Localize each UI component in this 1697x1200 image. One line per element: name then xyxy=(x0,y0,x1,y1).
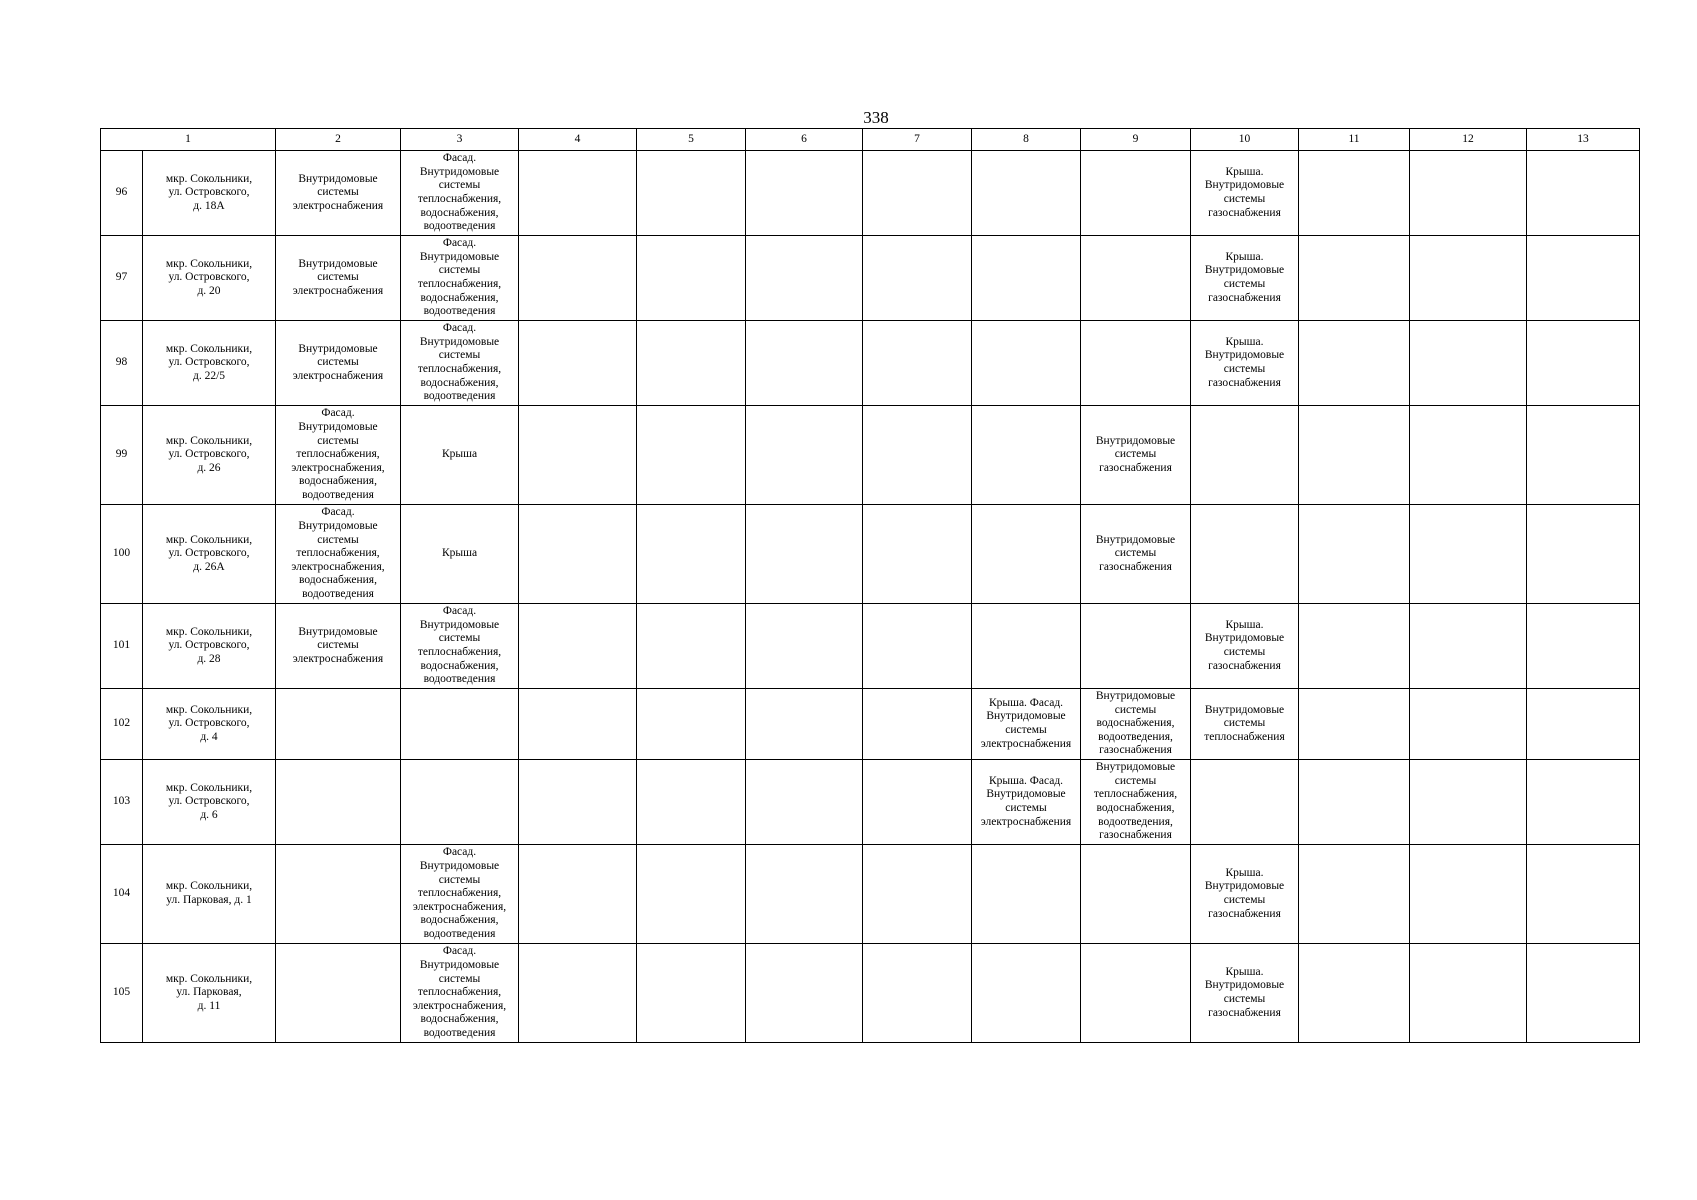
row-number: 104 xyxy=(101,845,143,944)
row-number: 103 xyxy=(101,760,143,845)
cell-col-10 xyxy=(1191,505,1299,604)
table-row xyxy=(101,944,1640,1043)
table-row xyxy=(101,604,1640,689)
cell-col-9 xyxy=(1081,944,1191,1043)
cell-col-6 xyxy=(746,944,863,1043)
header-cell-9: 9 xyxy=(1081,129,1191,151)
row-number: 100 xyxy=(101,505,143,604)
cell-col-4 xyxy=(519,151,637,236)
cell-col-9 xyxy=(1081,236,1191,321)
cell-col-2 xyxy=(276,944,401,1043)
header-cell-6: 6 xyxy=(746,129,863,151)
cell-col-6 xyxy=(746,236,863,321)
cell-col-12 xyxy=(1410,406,1527,505)
row-number: 102 xyxy=(101,689,143,760)
cell-col-10: Крыша. Внутридомовые системы газоснабжения xyxy=(1191,845,1299,944)
cell-col-12 xyxy=(1410,689,1527,760)
cell-col-13 xyxy=(1527,505,1640,604)
cell-col-3 xyxy=(401,760,519,845)
cell-col-6 xyxy=(746,760,863,845)
cell-col-7 xyxy=(863,321,972,406)
cell-col-5 xyxy=(637,406,746,505)
header-cell-11: 11 xyxy=(1299,129,1410,151)
cell-col-4 xyxy=(519,760,637,845)
address-cell: мкр. Сокольники, ул. Островского, д. 28 xyxy=(143,604,276,689)
header-cell-7: 7 xyxy=(863,129,972,151)
row-number: 97 xyxy=(101,236,143,321)
address-cell: мкр. Сокольники, ул. Островского, д. 4 xyxy=(143,689,276,760)
cell-col-9: Внутридомовые системы водоснабжения, водоотведения, газоснабжения xyxy=(1081,689,1191,760)
cell-col-4 xyxy=(519,604,637,689)
cell-col-11 xyxy=(1299,406,1410,505)
address-cell: мкр. Сокольники, ул. Островского, д. 26А xyxy=(143,505,276,604)
row-number: 105 xyxy=(101,944,143,1043)
cell-col-8: Крыша. Фасад. Внутридомовые системы электроснабжения xyxy=(972,689,1081,760)
cell-col-5 xyxy=(637,604,746,689)
row-number: 101 xyxy=(101,604,143,689)
cell-col-4 xyxy=(519,236,637,321)
cell-col-11 xyxy=(1299,505,1410,604)
cell-col-12 xyxy=(1410,151,1527,236)
cell-col-4 xyxy=(519,845,637,944)
cell-col-13 xyxy=(1527,944,1640,1043)
row-number: 99 xyxy=(101,406,143,505)
cell-col-2: Внутридомовые системы электроснабжения xyxy=(276,604,401,689)
cell-col-13 xyxy=(1527,406,1640,505)
cell-col-7 xyxy=(863,604,972,689)
cell-col-5 xyxy=(637,236,746,321)
address-cell: мкр. Сокольники, ул. Парковая, д. 11 xyxy=(143,944,276,1043)
cell-col-9 xyxy=(1081,151,1191,236)
cell-col-3: Фасад. Внутридомовые системы теплоснабжения, электроснабжения, водоснабжения, водоотведения xyxy=(401,944,519,1043)
cell-col-6 xyxy=(746,845,863,944)
cell-col-3: Крыша xyxy=(401,406,519,505)
header-cell-1: 1 xyxy=(101,129,276,151)
cell-col-2: Внутридомовые системы электроснабжения xyxy=(276,151,401,236)
cell-col-7 xyxy=(863,689,972,760)
table-row xyxy=(101,151,1640,236)
cell-col-2: Фасад. Внутридомовые системы теплоснабжения, электроснабжения, водоснабжения, водоотведения xyxy=(276,406,401,505)
page-number: 338 xyxy=(863,108,889,127)
row-number: 96 xyxy=(101,151,143,236)
cell-col-2: Фасад. Внутридомовые системы теплоснабжения, электроснабжения, водоснабжения, водоотведения xyxy=(276,505,401,604)
cell-col-9: Внутридомовые системы теплоснабжения, водоснабжения, водоотведения, газоснабжения xyxy=(1081,760,1191,845)
cell-col-7 xyxy=(863,505,972,604)
cell-col-13 xyxy=(1527,689,1640,760)
cell-col-4 xyxy=(519,689,637,760)
cell-col-10 xyxy=(1191,406,1299,505)
cell-col-11 xyxy=(1299,689,1410,760)
cell-col-13 xyxy=(1527,151,1640,236)
cell-col-3: Фасад. Внутридомовые системы теплоснабжения, водоснабжения, водоотведения xyxy=(401,604,519,689)
cell-col-5 xyxy=(637,689,746,760)
cell-col-7 xyxy=(863,944,972,1043)
table-row xyxy=(101,505,1640,604)
cell-col-4 xyxy=(519,321,637,406)
cell-col-8: Крыша. Фасад. Внутридомовые системы электроснабжения xyxy=(972,760,1081,845)
header-cell-10: 10 xyxy=(1191,129,1299,151)
cell-col-12 xyxy=(1410,505,1527,604)
cell-col-11 xyxy=(1299,151,1410,236)
cell-col-2 xyxy=(276,845,401,944)
header-cell-13: 13 xyxy=(1527,129,1640,151)
header-cell-2: 2 xyxy=(276,129,401,151)
cell-col-9 xyxy=(1081,845,1191,944)
cell-col-6 xyxy=(746,151,863,236)
cell-col-10: Крыша. Внутридомовые системы газоснабжения xyxy=(1191,321,1299,406)
cell-col-8 xyxy=(972,321,1081,406)
cell-col-9: Внутридомовые системы газоснабжения xyxy=(1081,505,1191,604)
cell-col-8 xyxy=(972,944,1081,1043)
cell-col-11 xyxy=(1299,236,1410,321)
table-row xyxy=(101,406,1640,505)
cell-col-13 xyxy=(1527,604,1640,689)
cell-col-7 xyxy=(863,406,972,505)
cell-col-5 xyxy=(637,321,746,406)
cell-col-8 xyxy=(972,845,1081,944)
cell-col-7 xyxy=(863,236,972,321)
column-number-row xyxy=(101,129,1640,151)
cell-col-11 xyxy=(1299,604,1410,689)
cell-col-4 xyxy=(519,944,637,1043)
table-row xyxy=(101,236,1640,321)
cell-col-11 xyxy=(1299,760,1410,845)
table-row xyxy=(101,760,1640,845)
cell-col-2: Внутридомовые системы электроснабжения xyxy=(276,236,401,321)
cell-col-2 xyxy=(276,760,401,845)
header-cell-4: 4 xyxy=(519,129,637,151)
header-cell-12: 12 xyxy=(1410,129,1527,151)
cell-col-3 xyxy=(401,689,519,760)
cell-col-12 xyxy=(1410,604,1527,689)
cell-col-9: Внутридомовые системы газоснабжения xyxy=(1081,406,1191,505)
cell-col-10: Внутридомовые системы теплоснабжения xyxy=(1191,689,1299,760)
header-cell-5: 5 xyxy=(637,129,746,151)
cell-col-6 xyxy=(746,406,863,505)
cell-col-10: Крыша. Внутридомовые системы газоснабжения xyxy=(1191,236,1299,321)
table-row xyxy=(101,321,1640,406)
cell-col-8 xyxy=(972,406,1081,505)
cell-col-5 xyxy=(637,151,746,236)
cell-col-10: Крыша. Внутридомовые системы газоснабжения xyxy=(1191,604,1299,689)
cell-col-9 xyxy=(1081,321,1191,406)
cell-col-7 xyxy=(863,845,972,944)
cell-col-7 xyxy=(863,151,972,236)
cell-col-12 xyxy=(1410,760,1527,845)
cell-col-3: Фасад. Внутридомовые системы теплоснабжения, водоснабжения, водоотведения xyxy=(401,151,519,236)
address-cell: мкр. Сокольники, ул. Островского, д. 6 xyxy=(143,760,276,845)
cell-col-10 xyxy=(1191,760,1299,845)
address-cell: мкр. Сокольники, ул. Островского, д. 22/5 xyxy=(143,321,276,406)
table-row xyxy=(101,689,1640,760)
cell-col-3: Крыша xyxy=(401,505,519,604)
address-cell: мкр. Сокольники, ул. Островского, д. 18А xyxy=(143,151,276,236)
cell-col-13 xyxy=(1527,236,1640,321)
table-row xyxy=(101,845,1640,944)
cell-col-11 xyxy=(1299,321,1410,406)
cell-col-13 xyxy=(1527,760,1640,845)
cell-col-4 xyxy=(519,406,637,505)
header-cell-8: 8 xyxy=(972,129,1081,151)
cell-col-13 xyxy=(1527,845,1640,944)
cell-col-2: Внутридомовые системы электроснабжения xyxy=(276,321,401,406)
cell-col-5 xyxy=(637,760,746,845)
header-cell-3: 3 xyxy=(401,129,519,151)
repair-schedule-table xyxy=(100,128,1640,1043)
cell-col-6 xyxy=(746,321,863,406)
cell-col-4 xyxy=(519,505,637,604)
row-number: 98 xyxy=(101,321,143,406)
cell-col-11 xyxy=(1299,845,1410,944)
cell-col-8 xyxy=(972,236,1081,321)
cell-col-7 xyxy=(863,760,972,845)
cell-col-12 xyxy=(1410,845,1527,944)
address-cell: мкр. Сокольники, ул. Островского, д. 26 xyxy=(143,406,276,505)
cell-col-3: Фасад. Внутридомовые системы теплоснабжения, электроснабжения, водоснабжения, водоотведения xyxy=(401,845,519,944)
cell-col-3: Фасад. Внутридомовые системы теплоснабжения, водоснабжения, водоотведения xyxy=(401,321,519,406)
cell-col-6 xyxy=(746,604,863,689)
cell-col-5 xyxy=(637,944,746,1043)
cell-col-6 xyxy=(746,505,863,604)
cell-col-8 xyxy=(972,151,1081,236)
cell-col-8 xyxy=(972,604,1081,689)
cell-col-2 xyxy=(276,689,401,760)
cell-col-5 xyxy=(637,505,746,604)
cell-col-12 xyxy=(1410,944,1527,1043)
cell-col-13 xyxy=(1527,321,1640,406)
cell-col-12 xyxy=(1410,321,1527,406)
address-cell: мкр. Сокольники, ул. Парковая, д. 1 xyxy=(143,845,276,944)
cell-col-11 xyxy=(1299,944,1410,1043)
address-cell: мкр. Сокольники, ул. Островского, д. 20 xyxy=(143,236,276,321)
cell-col-12 xyxy=(1410,236,1527,321)
cell-col-8 xyxy=(972,505,1081,604)
cell-col-10: Крыша. Внутридомовые системы газоснабжения xyxy=(1191,944,1299,1043)
cell-col-6 xyxy=(746,689,863,760)
cell-col-5 xyxy=(637,845,746,944)
cell-col-3: Фасад. Внутридомовые системы теплоснабжения, водоснабжения, водоотведения xyxy=(401,236,519,321)
cell-col-10: Крыша. Внутридомовые системы газоснабжения xyxy=(1191,151,1299,236)
cell-col-9 xyxy=(1081,604,1191,689)
